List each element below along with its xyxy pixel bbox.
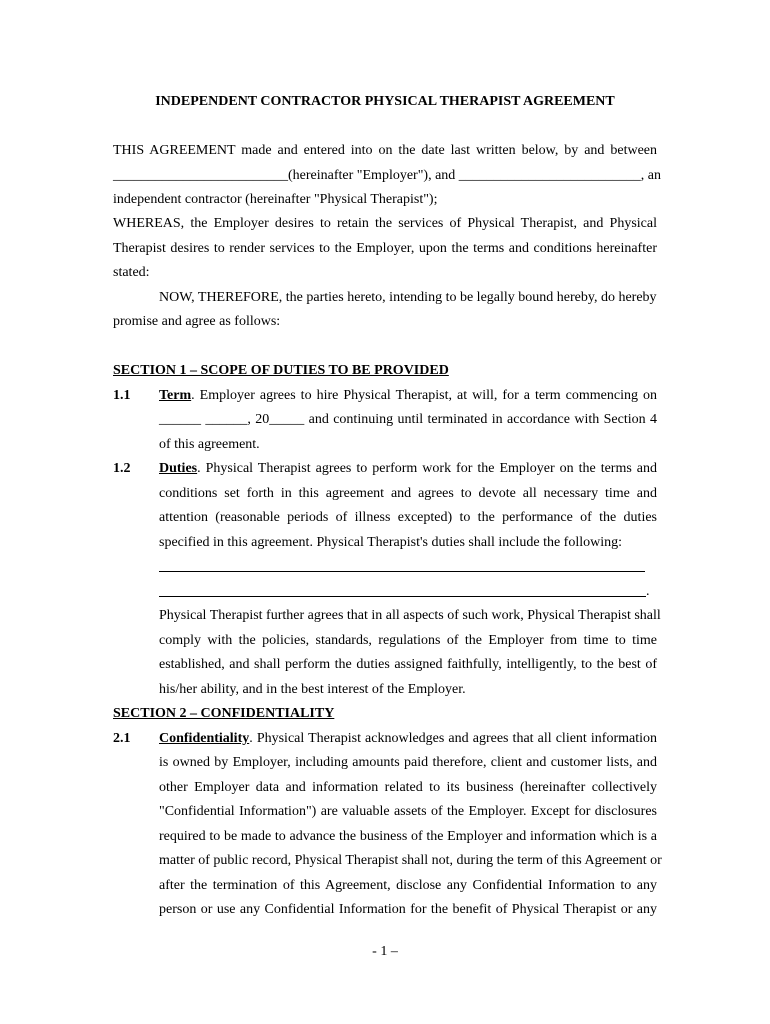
- clause-1-2-line-2: conditions set forth in this agreement and agrees to devote all necessary time and: [159, 486, 657, 501]
- intro-line-2: _________________________(hereinafter "Employer"), and __________________________, an: [113, 168, 662, 183]
- clause-1-2-para2-line-4: his/her ability, and in the best interest of the Employer.: [159, 682, 466, 697]
- clause-2-1-text: . Physical Therapist acknowledges and agrees that all client information: [249, 731, 657, 746]
- document-title: INDEPENDENT CONTRACTOR PHYSICAL THERAPIST AGREEMENT: [155, 94, 615, 109]
- clause-1-2-term: Duties: [159, 461, 198, 476]
- clause-2-1-line-7: after the termination of this Agreement, disclose any Confidential Information to any: [159, 878, 657, 893]
- clause-2-1-term: Confidentiality: [159, 731, 250, 746]
- section-2-heading: SECTION 2 – CONFIDENTIALITY: [113, 706, 335, 721]
- intro-line-1: THIS AGREEMENT made and entered into on the date last written below, by and between: [113, 143, 657, 158]
- duties-blank-line-2: [159, 596, 646, 597]
- clause-1-2-para2-line-1: Physical Therapist further agrees that in all aspects of such work, Physical Therapist shall: [159, 608, 661, 623]
- whereas-line-2: Therapist desires to render services to the Employer, upon the terms and conditions hereinafter: [113, 241, 657, 256]
- section-1-heading: SECTION 1 – SCOPE OF DUTIES TO BE PROVIDED: [113, 363, 449, 378]
- clause-1-1-term: Term: [159, 388, 192, 403]
- duties-blank-period: .: [646, 584, 650, 599]
- clause-1-2-line-3: attention (reasonable periods of illness excepted) to the performance of the duties: [159, 510, 657, 525]
- intro-line-3: independent contractor (hereinafter "Physical Therapist");: [113, 192, 438, 207]
- clause-2-1-line-1: [159, 731, 657, 747]
- now-therefore-line-1: NOW, THEREFORE, the parties hereto, intending to be legally bound hereby, do hereby: [159, 290, 657, 305]
- clause-2-1-line-8: person or use any Confidential Information for the benefit of Physical Therapist or any: [159, 902, 657, 917]
- duties-blank-line-1: [159, 571, 645, 572]
- clause-2-1-line-6: matter of public record, Physical Therapist shall not, during the term of this Agreement or: [159, 853, 662, 868]
- clause-1-2-text: . Physical Therapist agrees to perform work for the Employer on the terms and: [197, 461, 657, 476]
- clause-2-1-line-3: other Employer data and information related to its business (hereinafter collectively: [159, 780, 657, 795]
- clause-1-1-line-3: of this agreement.: [159, 437, 260, 452]
- clause-2-1-line-4: "Confidential Information") are valuable assets of the Employer. Except for disclosures: [159, 804, 657, 819]
- clause-1-1-line-1: [159, 388, 657, 404]
- clause-1-2-para2-line-3: established, and shall perform the duties assigned faithfully, intelligently, to the best of: [159, 657, 657, 672]
- whereas-line-3: stated:: [113, 265, 150, 280]
- clause-number-1-2: 1.2: [113, 461, 131, 476]
- clause-2-1-line-5: required to be made to advance the business of the Employer and information which is a: [159, 829, 657, 844]
- clause-2-1-line-2: is owned by Employer, including amounts paid therefore, client and customer lists, and: [159, 755, 657, 770]
- whereas-line-1: WHEREAS, the Employer desires to retain the services of Physical Therapist, and Physical: [113, 216, 657, 231]
- clause-1-2-para2-line-2: comply with the policies, standards, regulations of the Employer from time to time: [159, 633, 657, 648]
- clause-1-1-line-2: ______ ______, 20_____ and continuing until terminated in accordance with Section 4: [159, 412, 657, 427]
- clause-1-1-text: . Employer agrees to hire Physical Therapist, at will, for a term commencing on: [191, 388, 657, 403]
- clause-1-2-line-1: [159, 461, 657, 477]
- page-number: - 1 –: [372, 944, 398, 959]
- clause-number-2-1: 2.1: [113, 731, 131, 746]
- clause-1-2-line-4: specified in this agreement. Physical Therapist's duties shall include the following:: [159, 535, 622, 550]
- now-therefore-line-2: promise and agree as follows:: [113, 314, 281, 329]
- clause-number-1-1: 1.1: [113, 388, 131, 403]
